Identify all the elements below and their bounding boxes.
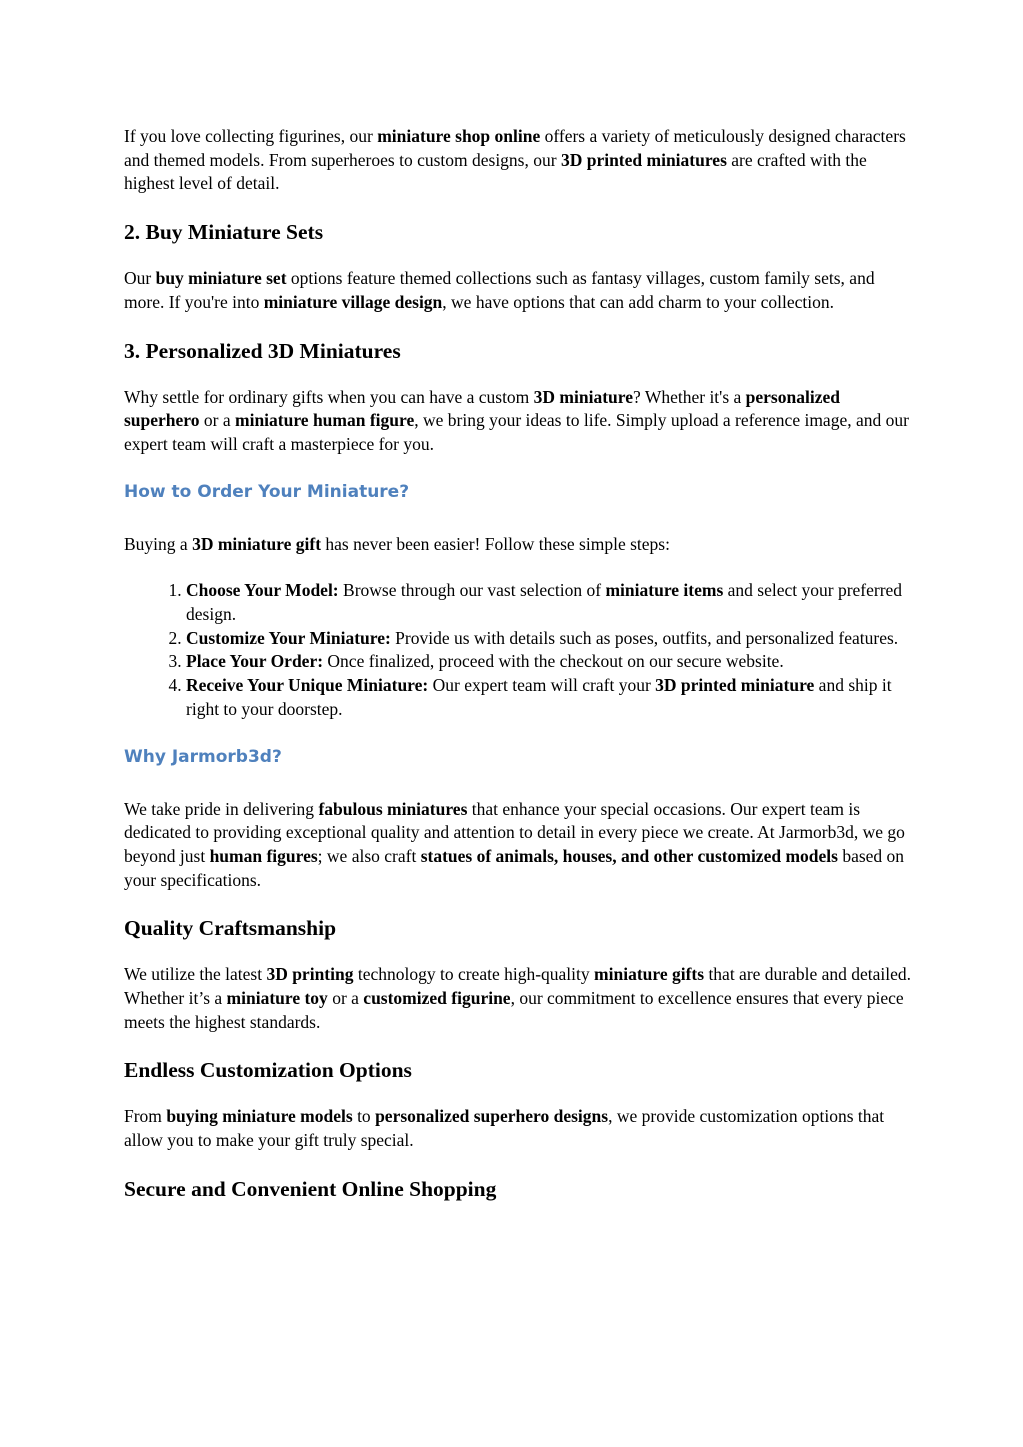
text: , we have options that can add charm to your collection. bbox=[442, 291, 834, 312]
text: Our expert team will craft your bbox=[428, 675, 656, 696]
text: that are durable and detailed. Whether it’s a bbox=[124, 964, 912, 1009]
text: technology to create high-quality bbox=[353, 964, 595, 985]
bold-text: fabulous miniatures bbox=[318, 798, 468, 819]
bold-text: buy miniature set bbox=[155, 268, 287, 289]
bold-text: miniature shop online bbox=[377, 126, 541, 146]
bold-text: miniature gifts bbox=[594, 964, 705, 985]
personalized-paragraph bbox=[124, 386, 914, 457]
heading-how-to-order: How to Order Your Miniature? bbox=[124, 481, 410, 502]
text: based on your specifications. bbox=[124, 845, 905, 890]
text: Why settle for ordinary gifts when you can have a custom bbox=[124, 386, 534, 407]
bold-text: personalized superhero designs bbox=[375, 1106, 609, 1127]
bold-text: statues of animals, houses, and other customized models bbox=[420, 845, 838, 866]
heading-buy-miniature-sets: 2. Buy Miniature Sets bbox=[124, 220, 324, 245]
bold-text: miniature items bbox=[605, 580, 724, 601]
bold-text: personalized superhero bbox=[124, 386, 840, 431]
quality-paragraph bbox=[124, 963, 914, 1034]
bold-text: miniature village design bbox=[263, 291, 443, 312]
text: ; we also craft bbox=[317, 845, 421, 866]
customization-paragraph bbox=[124, 1105, 914, 1152]
text: that enhance your special occasions. Our expert team is dedicated to providing exceptional quality and attention to detail in every piece we create. At Jarmorb3d, we go beyond just bbox=[124, 798, 905, 866]
bold-text: customized figurine bbox=[363, 988, 511, 1009]
intro-paragraph bbox=[124, 125, 914, 196]
heading-secure-shopping: Secure and Convenient Online Shopping bbox=[124, 1176, 497, 1201]
list-item bbox=[186, 650, 914, 674]
text: offers a variety of meticulously designed characters and themed models. From superheroes to custom designs, our bbox=[124, 126, 906, 170]
list-item bbox=[186, 627, 914, 651]
text: Buying a bbox=[124, 533, 193, 554]
why-paragraph bbox=[124, 798, 914, 893]
bold-text: 3D miniature gift bbox=[192, 533, 322, 554]
text: or a bbox=[199, 410, 235, 431]
step-title: Customize Your Miniature: bbox=[186, 627, 391, 648]
text: From bbox=[124, 1106, 167, 1127]
list-item bbox=[186, 674, 914, 721]
heading-quality-craftsmanship: Quality Craftsmanship bbox=[124, 916, 337, 941]
text: We take pride in delivering bbox=[124, 798, 319, 819]
step-title: Place Your Order: bbox=[186, 651, 324, 672]
text: to bbox=[352, 1106, 376, 1127]
text: , we bring your ideas to life. Simply upload a reference image, and our expert team will craft a masterpiece for you. bbox=[124, 410, 909, 454]
text: and select your preferred design. bbox=[186, 580, 903, 625]
text: Provide us with details such as poses, outfits, and personalized features. bbox=[390, 627, 899, 648]
text: or a bbox=[327, 988, 364, 1009]
text: ? Whether it's a bbox=[633, 386, 746, 407]
bold-text: 3D printing bbox=[266, 964, 354, 985]
heading-personalized-3d-miniatures: 3. Personalized 3D Miniatures bbox=[124, 338, 401, 363]
buy-sets-paragraph bbox=[124, 267, 914, 314]
heading-endless-customization: Endless Customization Options bbox=[124, 1058, 412, 1083]
how-to-order-paragraph bbox=[124, 533, 914, 557]
document-page bbox=[124, 125, 914, 1202]
bold-text: 3D miniature bbox=[533, 386, 633, 407]
bold-text: miniature human figure bbox=[235, 410, 415, 431]
text: , we provide customization options that allow you to make your gift truly special. bbox=[124, 1106, 885, 1151]
text: has never been easier! Follow these simple steps: bbox=[321, 533, 670, 554]
text: Our bbox=[124, 268, 156, 289]
list-item bbox=[186, 579, 914, 626]
bold-text: buying miniature models bbox=[166, 1106, 353, 1127]
bold-text: human figures bbox=[209, 845, 318, 866]
text: Browse through our vast selection of bbox=[338, 580, 606, 601]
text: options feature themed collections such as fantasy villages, custom family sets, and more. If you're into bbox=[124, 268, 875, 312]
text: We utilize the latest bbox=[124, 964, 267, 985]
bold-text: 3D printed miniatures bbox=[560, 149, 727, 170]
bold-text: miniature toy bbox=[226, 988, 328, 1009]
bold-text: 3D printed miniature bbox=[655, 675, 815, 696]
text: and ship it right to your doorstep. bbox=[186, 675, 892, 719]
text: , our commitment to excellence ensures that every piece meets the highest standards. bbox=[124, 988, 904, 1032]
step-title: Receive Your Unique Miniature: bbox=[186, 675, 429, 696]
text: Once finalized, proceed with the checkout on our secure website. bbox=[323, 651, 784, 672]
heading-why-jarmorb3d: Why Jarmorb3d? bbox=[124, 746, 282, 767]
order-steps-list bbox=[124, 579, 914, 721]
step-title: Choose Your Model: bbox=[186, 580, 339, 601]
text: If you love collecting figurines, our bbox=[124, 126, 378, 146]
text: are crafted with the highest level of detail. bbox=[124, 149, 867, 194]
